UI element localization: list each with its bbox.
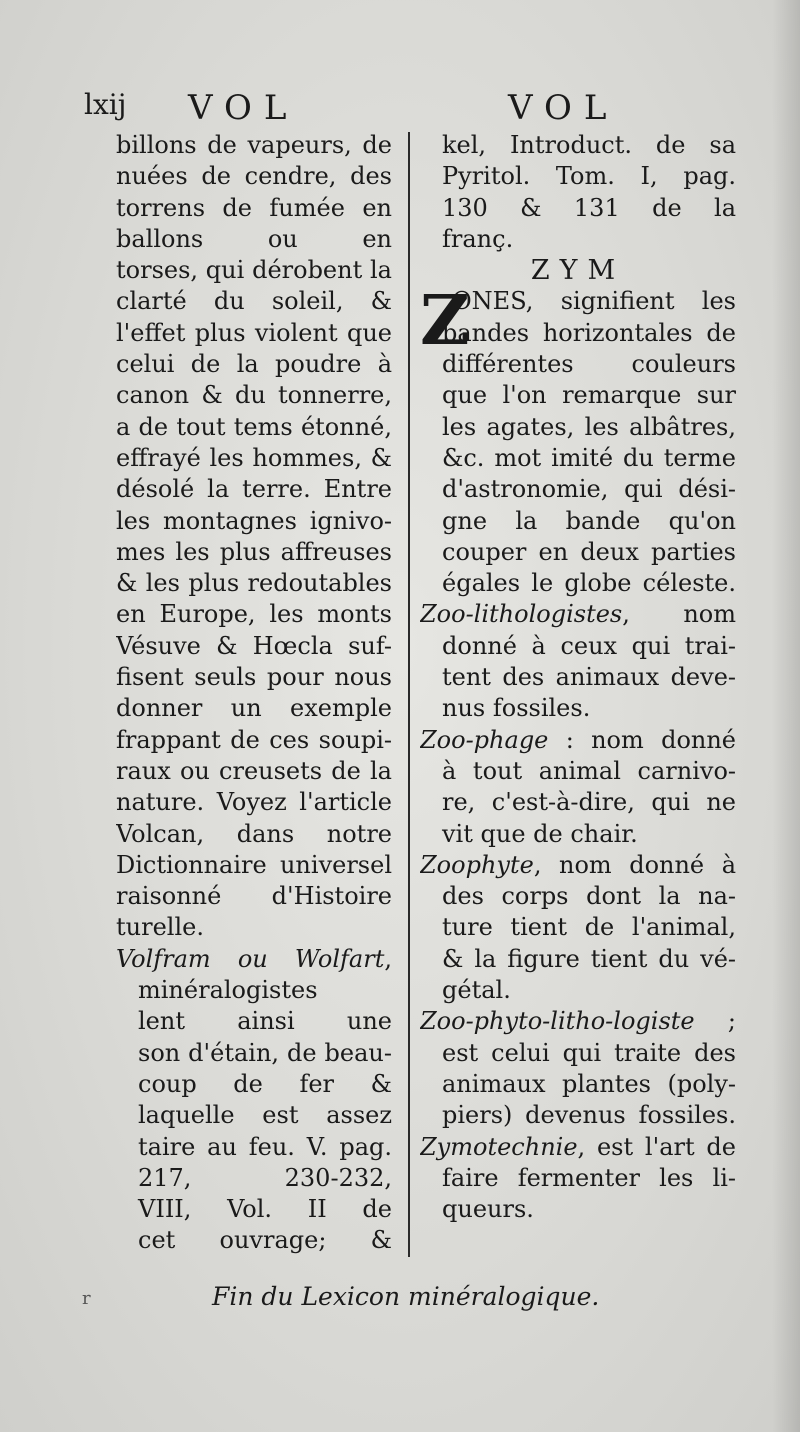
headword: Zoo-phyto-litho-logiste [420, 1007, 728, 1036]
text-line: a de tout tems étonné, [116, 412, 392, 441]
footer-colophon: Fin du Lexicon minéralogique. [212, 1282, 600, 1311]
text-line: effrayé les hommes, & [116, 443, 392, 472]
right-column [420, 130, 736, 1225]
text-line: minéralogistes [138, 976, 318, 1005]
text-line: cet ouvrage; & [138, 1226, 392, 1255]
right-running-head: VOL [508, 88, 619, 128]
entry-headword-line: Zoophyte, nom donné à [420, 850, 736, 879]
text-line: Vésuve & Hœcla suf- [116, 631, 392, 660]
headword: Zymotechnie [420, 1132, 578, 1161]
headword: Volfram ou Wolfart [116, 944, 385, 973]
text-line: les montagnes ignivo- [116, 506, 392, 535]
text-line: laquelle est assez [138, 1101, 392, 1130]
text-line: 217, 230-232, [138, 1163, 392, 1192]
page-gutter-shadow [772, 0, 800, 1432]
text-line: canon & du tonnerre, [116, 381, 392, 410]
left-running-head: VOL [188, 88, 299, 128]
running-header [0, 88, 800, 128]
text-line: tent des animaux deve- [442, 663, 736, 692]
text-line: taire au feu. V. pag. [138, 1132, 392, 1161]
text-line: franç. [442, 224, 514, 253]
headword: Zoo-phage [420, 725, 566, 754]
entry-headword-line: Zoo-lithologistes, nom [420, 600, 736, 629]
text-line: l'effet plus violent que [116, 318, 392, 347]
page-number: lxij [84, 88, 127, 121]
text-line: VIII, Vol. II de [138, 1195, 392, 1224]
text-line: Pyritol. Tom. I, pag. [442, 162, 736, 191]
text-line: fisent seuls pour nous [116, 663, 392, 692]
text-line: gne la bande qu'on [442, 506, 736, 535]
text-line: raux ou creusets de la [116, 756, 392, 785]
text-line: nuées de cendre, des [116, 162, 392, 191]
text-line: égales le globe céleste. [442, 569, 736, 598]
text-line: lent ainsi une [138, 1007, 392, 1036]
drop-capital: Z [420, 281, 470, 362]
text-line: mes les plus affreuses [116, 537, 392, 566]
text-line: donné à ceux qui trai- [442, 631, 736, 660]
text-line: raisonné d'Histoire [116, 882, 392, 911]
text-line: piers) devenus fossiles. [442, 1101, 736, 1130]
text-line: gétal. [442, 976, 511, 1005]
left-column [116, 130, 392, 1257]
text-line: clarté du soleil, & [116, 287, 392, 316]
text-line: bandes horizontales de [442, 318, 736, 347]
text-line: queurs. [442, 1195, 534, 1224]
section-heading: ZYM [530, 255, 626, 287]
text-line: Volcan, dans notre [116, 819, 392, 848]
text-line: à tout animal carnivo- [442, 756, 736, 785]
entry-headword-line: Zoo-phyto-litho-logiste ; [420, 1007, 736, 1036]
text-line: torses, qui dérobent la [116, 256, 392, 285]
signature-mark: r [82, 1288, 91, 1309]
entry-headword-line: Zoo-phage : nom donné [420, 725, 736, 754]
text-line: re, c'est-à-dire, qui ne [442, 788, 736, 817]
text-line: kel, Introduct. de sa [442, 131, 736, 159]
text-line: &c. mot imité du terme [442, 443, 736, 472]
headword: Zoophyte [420, 850, 534, 879]
text-line: ONES, signifient les [452, 287, 736, 316]
text-line: nus fossiles. [442, 694, 591, 723]
text-line: couper en deux parties [442, 537, 736, 566]
text-line: & les plus redoutables [116, 569, 392, 598]
text-line: faire fermenter les li- [442, 1163, 736, 1192]
entry-headword-line: Zymotechnie, est l'art de [420, 1132, 736, 1161]
text-line: 130 & 131 de la [442, 193, 736, 222]
headword: Zoo-lithologistes [420, 600, 623, 629]
text-line: nature. Voyez l'article [116, 788, 392, 817]
column-divider [408, 132, 410, 1257]
text-line: Dictionnaire universel [116, 850, 392, 879]
text-line: celui de la poudre à [116, 350, 392, 379]
text-line: coup de fer & [138, 1069, 392, 1098]
text-line: ballons ou en [116, 224, 392, 253]
text-line: donner un exemple [116, 694, 392, 723]
text-line: frappant de ces soupi- [116, 725, 392, 754]
text-line: turelle. [116, 913, 204, 942]
text-line: son d'étain, de beau- [138, 1038, 392, 1067]
text-line: billons de vapeurs, de [116, 131, 392, 159]
text-line: torrens de fumée en [116, 193, 392, 222]
text-line: & la figure tient du vé- [442, 944, 736, 973]
text-line: en Europe, les monts [116, 600, 392, 629]
text-line: désolé la terre. Entre [116, 475, 392, 504]
text-line: les agates, les albâtres, [442, 412, 736, 441]
text-line: que l'on remarque sur [442, 381, 736, 410]
text-line: d'astronomie, qui dési- [442, 475, 736, 504]
text-line: animaux plantes (poly- [442, 1069, 736, 1098]
text-line: vit que de chair. [442, 819, 638, 848]
text-line: différentes couleurs [442, 350, 736, 379]
text-line: ture tient de l'animal, [442, 913, 736, 942]
text-line: des corps dont la na- [442, 882, 736, 911]
text-line: est celui qui traite des [442, 1038, 736, 1067]
entry-headword-line: Volfram ou Wolfart, [116, 944, 392, 973]
